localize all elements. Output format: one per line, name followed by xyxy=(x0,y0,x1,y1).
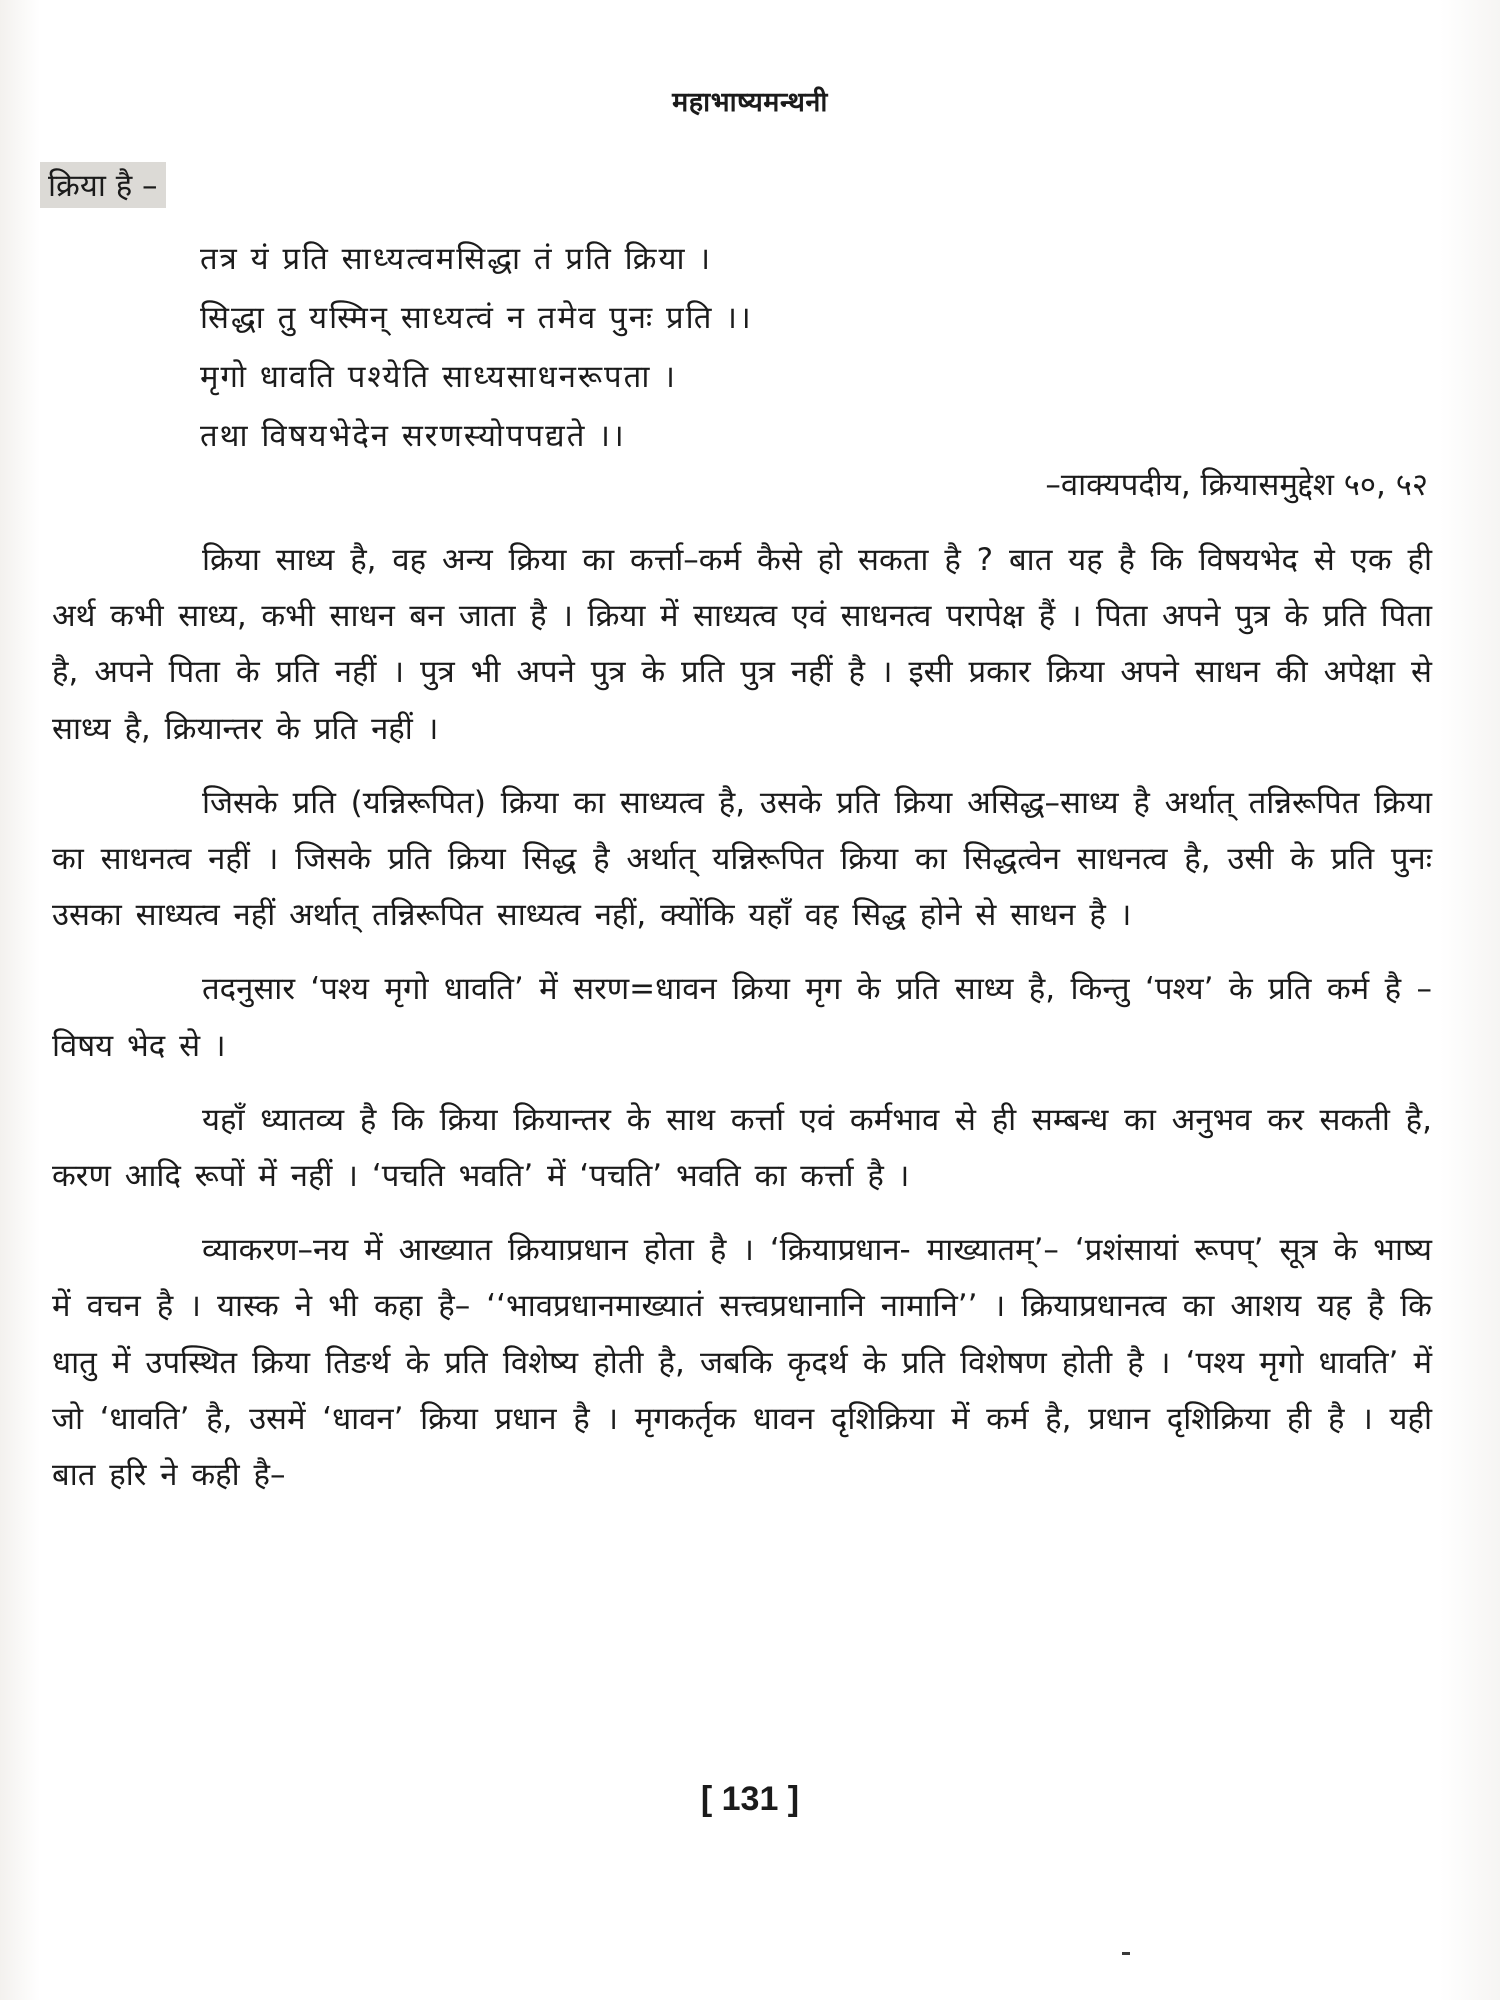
verse-line: मृगो धावति पश्येति साध्यसाधनरूपता । xyxy=(200,359,677,395)
running-title: महाभाष्यमन्थनी xyxy=(672,87,828,118)
paragraph: तदनुसार ‘पश्य मृगो धावति’ में सरण=धावन क्रिया मृग के प्रति साध्य है, किन्तु ‘पश्य’ के प्रति कर्म है – विषय भेद से । xyxy=(52,971,1432,1064)
body-text xyxy=(52,532,1432,1521)
paragraph: यहाँ ध्यातव्य है कि क्रिया क्रियान्तर के साथ कर्त्ता एवं कर्मभाव से ही सम्बन्ध का अनुभव कर सकती है, करण आदि रूपों में नहीं । ‘पचति भवति’ में ‘पचति’ भवति का कर्त्ता है । xyxy=(52,1101,1432,1195)
verse-line: तथा विषयभेदेन सरणस्योपपद्यते ।। xyxy=(200,418,626,454)
verse-citation: –वाक्यपदीय, क्रियासमुद्देश ५०, ५२ xyxy=(1045,467,1428,503)
paragraph: जिसके प्रति (यन्निरूपित) क्रिया का साध्यत्व है, उसके प्रति क्रिया असिद्ध–साध्य है अर्थात् तन्निरूपित क्रिया का साधनत्व नहीं । जिसके प्रति क्रिया सिद्ध है अर्थात् यन्निरूपित क्रिया का सिद्धत्वेन साधनत्व है, उसी के प्रति पुनः उसका साध्यत्व नहीं अर्थात् तन्निरूपित साध्यत्व नहीं, क्योंकि यहाँ वह सिद्ध होने से साधन है । xyxy=(52,784,1432,934)
page-number: [ 131 ] xyxy=(700,1780,800,1818)
verse-line: सिद्धा तु यस्मिन् साध्यत्वं न तमेव पुनः प्रति ।। xyxy=(200,300,753,336)
intro-line: क्रिया है – xyxy=(40,162,166,208)
paragraph: व्याकरण–नय में आख्यात क्रियाप्रधान होता है । ‘क्रियाप्रधान- माख्यातम्’– ‘प्रशंसायां रूपप्’ सूत्र के भाष्य में वचन है । यास्क ने भी कहा है– ‘‘भावप्रधानमाख्यातं सत्त्वप्रधानानि नामानि’’ । क्रियाप्रधानत्व का आशय यह है कि धातु में उपस्थित क्रिया तिङर्थ के प्रति विशेष्य होती है, जबकि कृदर्थ के प्रति विशेषण होती है । ‘पश्य मृगो धावति’ में जो ‘धावति’ है, उसमें ‘धावन’ क्रिया प्रधान है । मृगकर्तृक धावन दृशिक्रिया में कर्म है, प्रधान दृशिक्रिया ही है । यही बात हरि ने कही है– xyxy=(52,1232,1432,1494)
verse-line: तत्र यं प्रति साध्यत्वमसिद्धा तं प्रति क्रिया । xyxy=(200,241,713,277)
scan-speck xyxy=(1122,1952,1130,1955)
verse-block xyxy=(200,230,1250,466)
paragraph: क्रिया साध्य है, वह अन्य क्रिया का कर्त्ता–कर्म कैसे हो सकता है ? बात यह है कि विषयभेद से एक ही अर्थ कभी साध्य, कभी साधन बन जाता है । क्रिया में साध्यत्व एवं साधनत्व परापेक्ष हैं । पिता अपने पुत्र के प्रति पिता है, अपने पिता के प्रति नहीं । पुत्र भी अपने पुत्र के प्रति पुत्र नहीं है । इसी प्रकार क्रिया अपने साधन की अपेक्षा से साध्य है, क्रियान्तर के प्रति नहीं । xyxy=(52,542,1432,747)
